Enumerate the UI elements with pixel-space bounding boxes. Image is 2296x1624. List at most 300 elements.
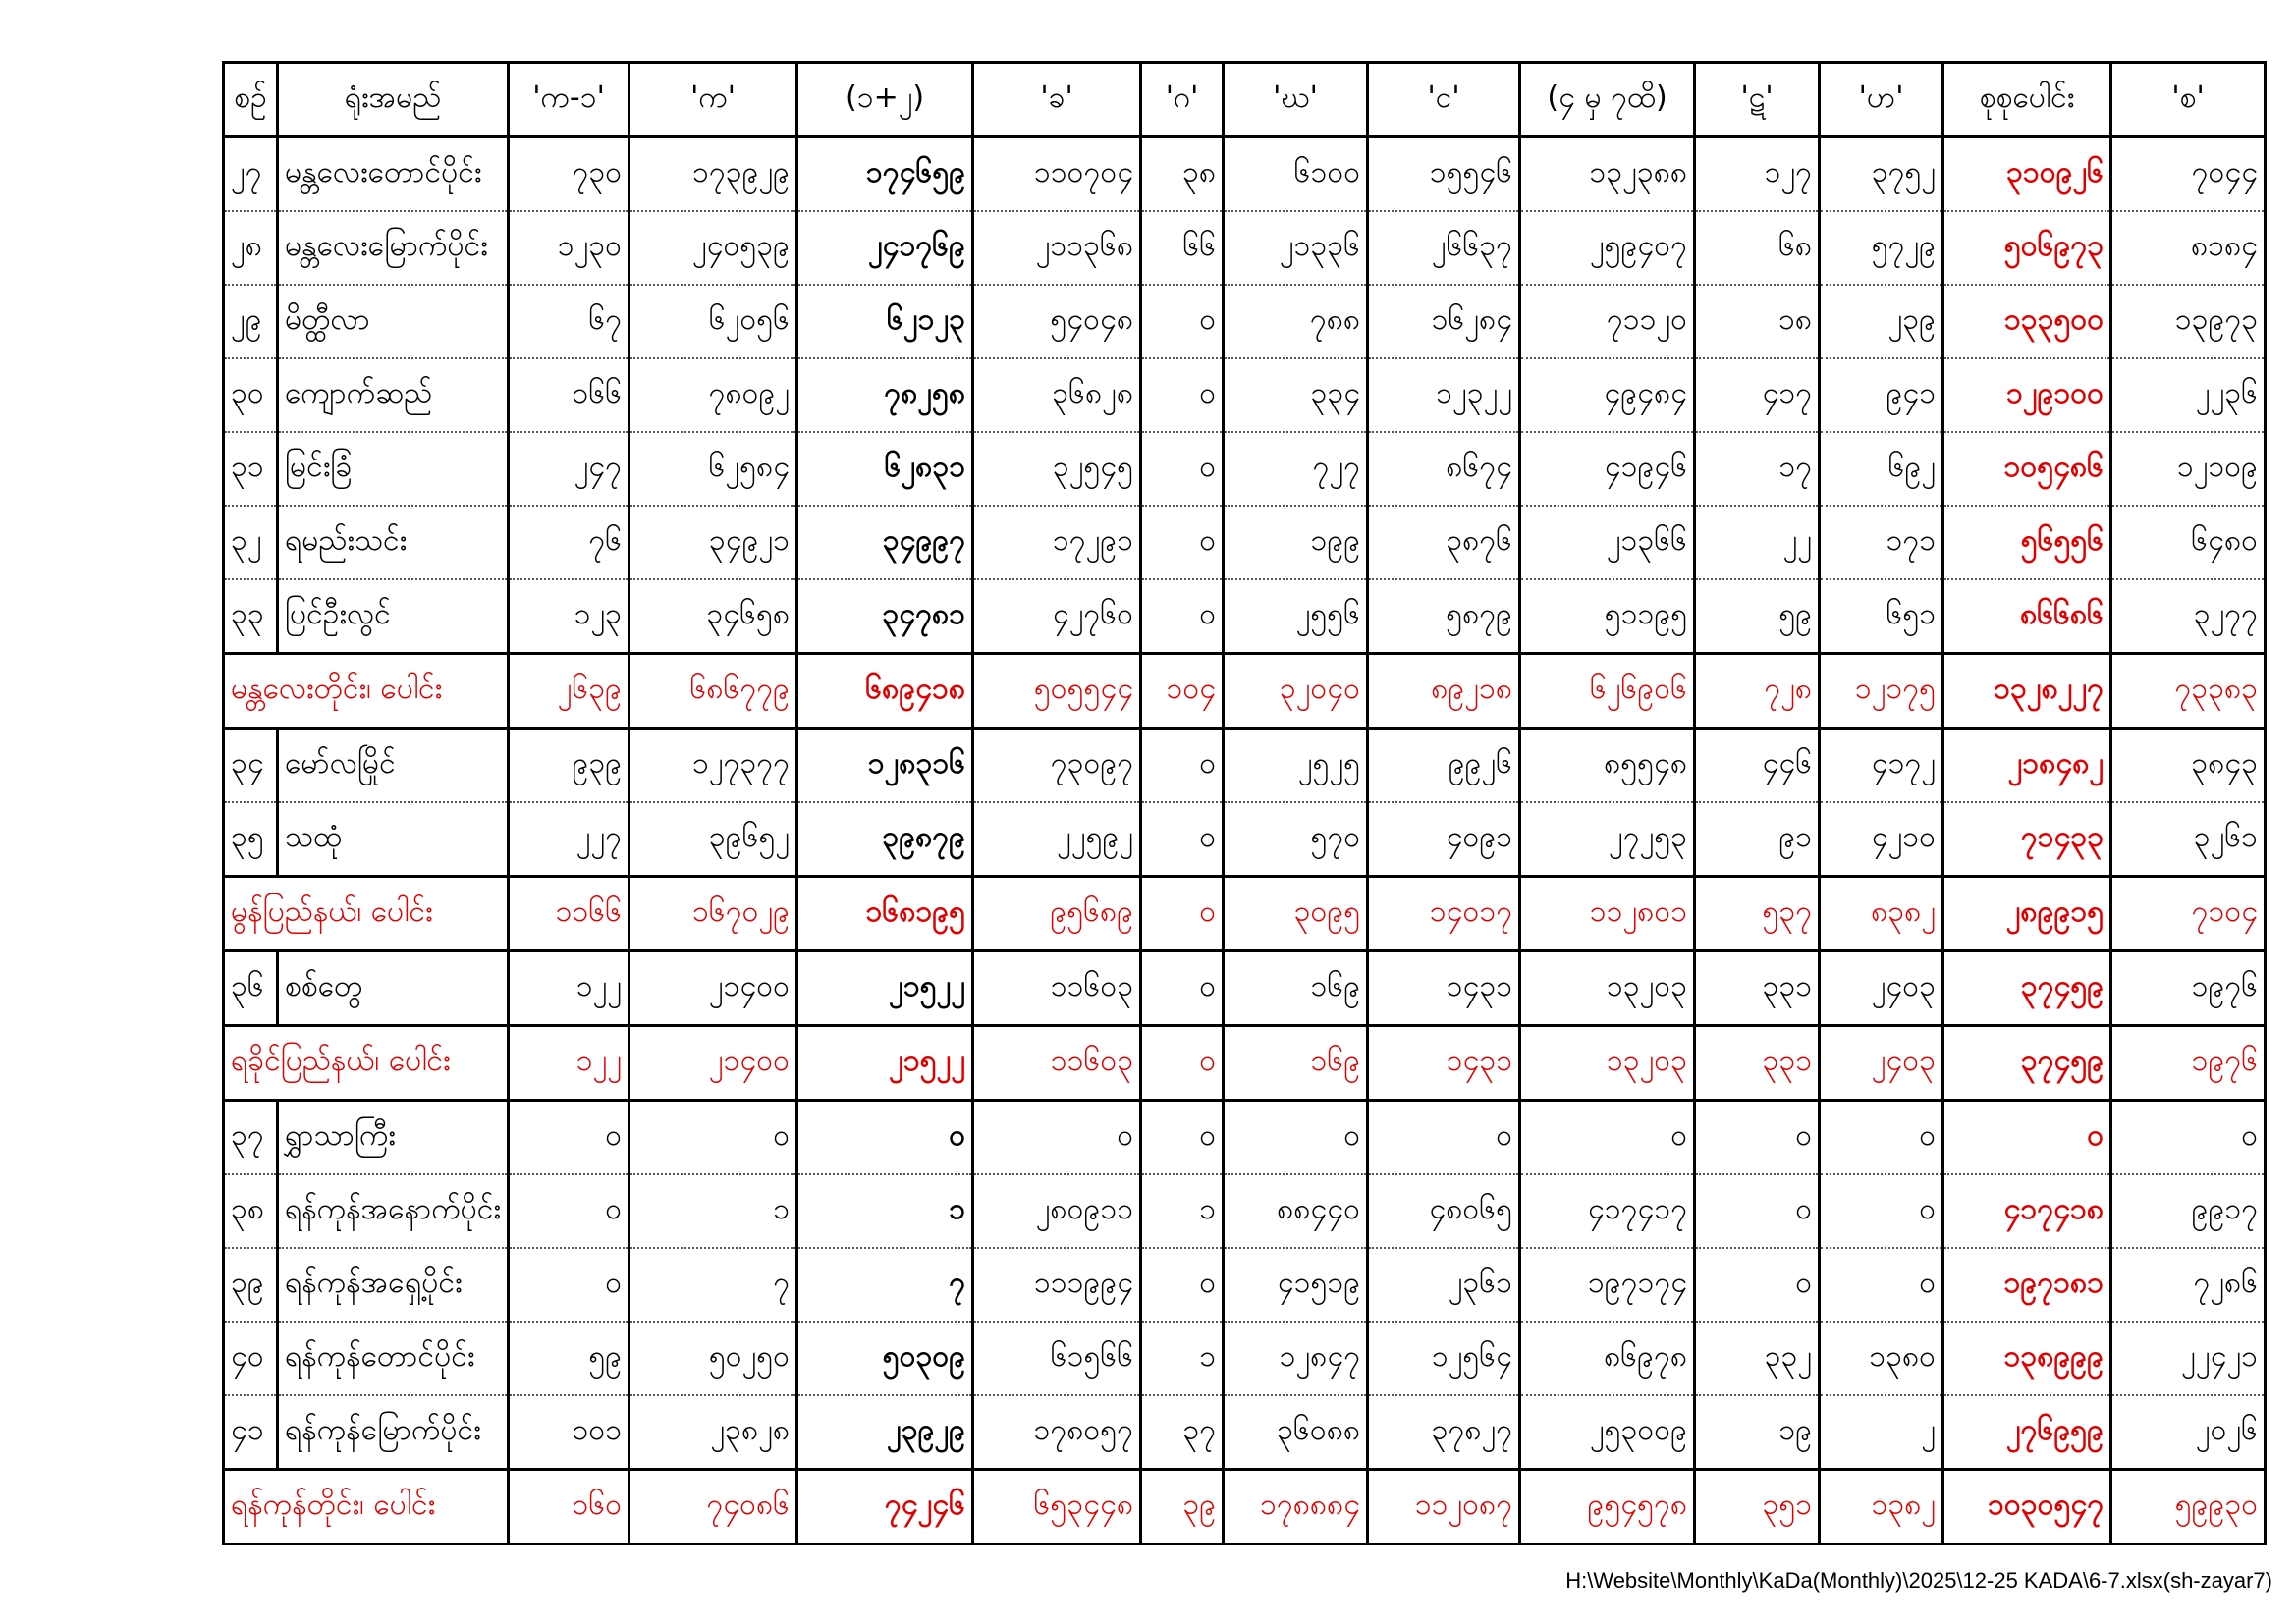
value-cell: ၆၂၀၅၆: [629, 285, 797, 358]
value-cell: ၄၈၀၆၅: [1368, 1174, 1520, 1248]
value-cell: ၇၈၀၉၂: [629, 358, 797, 432]
value-cell: ၃၃၁: [1695, 951, 1820, 1026]
value-cell: ၁၈: [1695, 285, 1820, 358]
value-cell: ၇၄၂၄၆: [797, 1470, 973, 1544]
value-cell: ၂၁၈၄၈၂: [1943, 729, 2111, 803]
value-cell: ၀: [1820, 1248, 1943, 1322]
value-cell: ၈၆၇၄: [1368, 432, 1520, 506]
row-number: ၂၇: [224, 137, 278, 212]
column-header: 'င': [1368, 63, 1520, 137]
value-cell: ၄၂၁၀: [1820, 802, 1943, 877]
value-cell: ၁၆၂၈၄: [1368, 285, 1520, 358]
value-cell: ၃၁၀၉၂၆: [1943, 137, 2111, 212]
value-cell: ၆၂၁၂၃: [797, 285, 973, 358]
value-cell: ၅၀၆၉၇၃: [1943, 211, 2111, 285]
table-body: [224, 137, 2266, 1544]
value-cell: ၆၂၈၃၁: [797, 432, 973, 506]
value-cell: ၆၅၁: [1820, 579, 1943, 654]
value-cell: ၀: [973, 1101, 1141, 1175]
value-cell: ၁၁၆၀၃: [973, 1026, 1141, 1101]
value-cell: ၁၃၈၉၉၉: [1943, 1322, 2111, 1395]
value-cell: ၁၃၈၀: [1820, 1322, 1943, 1395]
row-number: ၃၈: [224, 1174, 278, 1248]
value-cell: ၂၁၄၀၀: [629, 951, 797, 1026]
row-number: ၃၅: [224, 802, 278, 877]
table-row: [224, 432, 2266, 506]
value-cell: ၁၇၈၀၅၇: [973, 1395, 1141, 1470]
value-cell: ၁၀၃၀၅၄၇: [1943, 1470, 2111, 1544]
value-cell: ၀: [1141, 877, 1224, 951]
value-cell: ၂၄၀၅၃၉: [629, 211, 797, 285]
value-cell: ၁၁၂၈၀၁: [1520, 877, 1695, 951]
value-cell: ၀: [1141, 729, 1224, 803]
value-cell: ၂၅၉၄၀၇: [1520, 211, 1695, 285]
value-cell: ၁၉၉: [1224, 506, 1368, 579]
value-cell: ၄၁၇၄၁၈: [1943, 1174, 2111, 1248]
value-cell: ၅၀၅၅၄၄: [973, 654, 1141, 729]
value-cell: ၀: [1141, 802, 1224, 877]
value-cell: ၃၇၄၅၉: [1943, 951, 2111, 1026]
table-row: [224, 506, 2266, 579]
value-cell: ၀: [509, 1174, 629, 1248]
value-cell: ၀: [1520, 1101, 1695, 1175]
value-cell: ၅၀၃၀၉: [797, 1322, 973, 1395]
value-cell: ၁၁၆၆: [509, 877, 629, 951]
column-header: (၁+၂): [797, 63, 973, 137]
value-cell: ၇၄၀၈၆: [629, 1470, 797, 1544]
value-cell: ၀: [1368, 1101, 1520, 1175]
value-cell: ၆၈၉၄၁၈: [797, 654, 973, 729]
value-cell: ၁၂၃: [509, 579, 629, 654]
value-cell: ၇၁၄၃၃: [1943, 802, 2111, 877]
subtotal-label: မန္တလေးတိုင်း၊ ပေါင်း: [224, 654, 509, 729]
value-cell: ၃၄၉၂၁: [629, 506, 797, 579]
subtotal-row: [224, 654, 2266, 729]
office-name: ရန်ကုန်မြောက်ပိုင်း: [278, 1395, 509, 1470]
value-cell: ၀: [1820, 1174, 1943, 1248]
value-cell: ၁၉: [1695, 1395, 1820, 1470]
statistics-table: [222, 61, 2267, 1545]
value-cell: ၇: [629, 1248, 797, 1322]
column-header: စုစုပေါင်း: [1943, 63, 2111, 137]
value-cell: ၇၂၈: [1695, 654, 1820, 729]
value-cell: ၄၁၇၂: [1820, 729, 1943, 803]
value-cell: ၁၁၆၀၃: [973, 951, 1141, 1026]
value-cell: ၂၁၄၀၀: [629, 1026, 797, 1101]
table-row: [224, 1101, 2266, 1175]
value-cell: ၄၄၆: [1695, 729, 1820, 803]
value-cell: ၀: [1141, 358, 1224, 432]
value-cell: ၃၈၄၃: [2111, 729, 2266, 803]
value-cell: ၂၁၅၂၂: [797, 1026, 973, 1101]
value-cell: ၁၄၃၁: [1368, 951, 1520, 1026]
value-cell: ၈၃၈၂: [1820, 877, 1943, 951]
value-cell: ၁၉၇၁၇၄: [1520, 1248, 1695, 1322]
value-cell: ၀: [1141, 1248, 1224, 1322]
table-row: [224, 211, 2266, 285]
value-cell: ၁၆၈၁၉၅: [797, 877, 973, 951]
office-name: ရွှာသာကြီး: [278, 1101, 509, 1175]
value-cell: ၂၂၄၂၁: [2111, 1322, 2266, 1395]
value-cell: ၃၄၆၅၈: [629, 579, 797, 654]
office-name: မိတ္ထီလာ: [278, 285, 509, 358]
office-name: မန္တလေးမြောက်ပိုင်း: [278, 211, 509, 285]
row-number: ၄၁: [224, 1395, 278, 1470]
value-cell: ၃၇: [1141, 1395, 1224, 1470]
value-cell: ၅၉: [1695, 579, 1820, 654]
value-cell: ၁၆၆: [509, 358, 629, 432]
value-cell: ၁၂၈၃၁၆: [797, 729, 973, 803]
row-number: ၃၃: [224, 579, 278, 654]
value-cell: ၀: [1695, 1101, 1820, 1175]
value-cell: ၂၈၀၉၁၁: [973, 1174, 1141, 1248]
value-cell: ၉၄၁: [1820, 358, 1943, 432]
value-cell: ၃၇၈၂၇: [1368, 1395, 1520, 1470]
value-cell: ၁၃၂၈၂၂၇: [1943, 654, 2111, 729]
value-cell: ၂၀၂၆: [2111, 1395, 2266, 1470]
value-cell: ၇၃၃၈၃: [2111, 654, 2266, 729]
value-cell: ၁: [1141, 1322, 1224, 1395]
table-row: [224, 358, 2266, 432]
value-cell: ၁၂၁၀၉: [2111, 432, 2266, 506]
value-cell: ၃၆၈၂၈: [973, 358, 1141, 432]
value-cell: ၁၃၂၀၃: [1520, 1026, 1695, 1101]
value-cell: ၇၃၀: [509, 137, 629, 212]
value-cell: ၇၃၀၉၇: [973, 729, 1141, 803]
value-cell: ၁: [1141, 1174, 1224, 1248]
value-cell: ၃၄၇၈၁: [797, 579, 973, 654]
subtotal-row: [224, 1026, 2266, 1101]
value-cell: ၃၆၀၈၈: [1224, 1395, 1368, 1470]
column-header: 'ခ': [973, 63, 1141, 137]
value-cell: ၉၅၆၈၉: [973, 877, 1141, 951]
value-cell: ၅၇၀: [1224, 802, 1368, 877]
column-header: 'ဟ': [1820, 63, 1943, 137]
value-cell: ၀: [509, 1101, 629, 1175]
value-cell: ၁၆၀: [509, 1470, 629, 1544]
value-cell: ၀: [1224, 1101, 1368, 1175]
value-cell: ၁: [629, 1174, 797, 1248]
value-cell: ၆၉၂: [1820, 432, 1943, 506]
value-cell: ၁: [797, 1174, 973, 1248]
value-cell: ၄၀၉၁: [1368, 802, 1520, 877]
value-cell: ၃၂၆၁: [2111, 802, 2266, 877]
value-cell: ၈၉၂၁၈: [1368, 654, 1520, 729]
column-header: ရုံးအမည်: [278, 63, 509, 137]
value-cell: ၂၂၃၆: [2111, 358, 2266, 432]
value-cell: ၇၈၈: [1224, 285, 1368, 358]
value-cell: ၄၁၉၄၆: [1520, 432, 1695, 506]
column-header: 'ဃ': [1224, 63, 1368, 137]
value-cell: ၁၃၉၇၃: [2111, 285, 2266, 358]
table-row: [224, 579, 2266, 654]
value-cell: ၆၈: [1695, 211, 1820, 285]
table-row: [224, 1395, 2266, 1470]
value-cell: ၀: [1820, 1101, 1943, 1175]
value-cell: ၀: [1141, 579, 1224, 654]
value-cell: ၁၃၂၀၃: [1520, 951, 1695, 1026]
value-cell: ၀: [1141, 506, 1224, 579]
value-cell: ၇၈၂၅၈: [797, 358, 973, 432]
value-cell: ၆၇: [509, 285, 629, 358]
value-cell: ၉၅၄၅၇၈: [1520, 1470, 1695, 1544]
value-cell: ၀: [1141, 432, 1224, 506]
column-header: 'က': [629, 63, 797, 137]
subtotal-row: [224, 877, 2266, 951]
value-cell: ၂: [1820, 1395, 1943, 1470]
value-cell: ၀: [1141, 285, 1224, 358]
value-cell: ၂၄၀၃: [1820, 951, 1943, 1026]
office-name: စစ်တွေ: [278, 951, 509, 1026]
value-cell: ၂၄၁၇၆၉: [797, 211, 973, 285]
value-cell: ၁၇၈၈၈၄: [1224, 1470, 1368, 1544]
value-cell: ၂၇၆၉၅၉: [1943, 1395, 2111, 1470]
value-cell: ၁၂၅၆၄: [1368, 1322, 1520, 1395]
value-cell: ၃၉၆၅၂: [629, 802, 797, 877]
value-cell: ၇၂၈၆: [2111, 1248, 2266, 1322]
office-name: ပြင်ဦးလွင်: [278, 579, 509, 654]
value-cell: ၃၈၇၆: [1368, 506, 1520, 579]
value-cell: ၁၂၁၇၅: [1820, 654, 1943, 729]
value-cell: ၂၆၆၃၇: [1368, 211, 1520, 285]
value-cell: ၆၄၈၀: [2111, 506, 2266, 579]
value-cell: ၃၃၄: [1224, 358, 1368, 432]
column-header: (၄ မှ ၇ထိ): [1520, 63, 1695, 137]
value-cell: ၀: [797, 1101, 973, 1175]
value-cell: ၂၂၅၉၂: [973, 802, 1141, 877]
value-cell: ၂၆၃၉: [509, 654, 629, 729]
value-cell: ၀: [1695, 1248, 1820, 1322]
value-cell: ၁၃၃၅၀၀: [1943, 285, 2111, 358]
value-cell: ၉၉၂၆: [1368, 729, 1520, 803]
value-cell: ၃၉: [1141, 1470, 1224, 1544]
value-cell: ၃၈: [1141, 137, 1224, 212]
value-cell: ၆၅၃၄၄၈: [973, 1470, 1141, 1544]
subtotal-label: မွန်ပြည်နယ်၊ ပေါင်း: [224, 877, 509, 951]
row-number: ၃၁: [224, 432, 278, 506]
value-cell: ၁၂၂: [509, 1026, 629, 1101]
value-cell: ၆၆: [1141, 211, 1224, 285]
value-cell: ၇၁၀၄: [2111, 877, 2266, 951]
value-cell: ၂၄၀၃: [1820, 1026, 1943, 1101]
value-cell: ၇၀၄၄: [2111, 137, 2266, 212]
value-cell: ၉၁: [1695, 802, 1820, 877]
row-number: ၃၉: [224, 1248, 278, 1322]
value-cell: ၂၅၂၅: [1224, 729, 1368, 803]
value-cell: ၁၉၇၆: [2111, 1026, 2266, 1101]
office-name: ရန်ကုန်တောင်ပိုင်း: [278, 1322, 509, 1395]
value-cell: ၁၂၇: [1695, 137, 1820, 212]
value-cell: ၁၁၁၉၉၄: [973, 1248, 1141, 1322]
office-name: ကျောက်ဆည်: [278, 358, 509, 432]
value-cell: ၀: [629, 1101, 797, 1175]
value-cell: ၂၃၉: [1820, 285, 1943, 358]
office-name: ရန်ကုန်အရှေ့ပိုင်း: [278, 1248, 509, 1322]
value-cell: ၃၇၄၅၉: [1943, 1026, 2111, 1101]
value-cell: ၁၀၄: [1141, 654, 1224, 729]
value-cell: ၂၂: [1695, 506, 1820, 579]
value-cell: ၁၇၃၉၂၉: [629, 137, 797, 212]
value-cell: ၁၃၈၂: [1820, 1470, 1943, 1544]
subtotal-row: [224, 1470, 2266, 1544]
value-cell: ၁၇၂၉၁: [973, 506, 1141, 579]
value-cell: ၂၈၉၉၁၅: [1943, 877, 2111, 951]
value-cell: ၄၁၅၁၉: [1224, 1248, 1368, 1322]
value-cell: ၈၈၄၄၀: [1224, 1174, 1368, 1248]
value-cell: ၃၀၉၅: [1224, 877, 1368, 951]
value-cell: ၁၂၂: [509, 951, 629, 1026]
value-cell: ၃၃၁: [1695, 1026, 1820, 1101]
value-cell: ၅၀၂၅၀: [629, 1322, 797, 1395]
value-cell: ၅၉၉၃၀: [2111, 1470, 2266, 1544]
value-cell: ၃၅၁: [1695, 1470, 1820, 1544]
value-cell: ၀: [509, 1248, 629, 1322]
value-cell: ၁၁၀၇၀၄: [973, 137, 1141, 212]
value-cell: ၃၂၇၇: [2111, 579, 2266, 654]
value-cell: ၁၆၉: [1224, 951, 1368, 1026]
value-cell: ၆၂၆၉၀၆: [1520, 654, 1695, 729]
table-row: [224, 1322, 2266, 1395]
office-name: ရမည်းသင်း: [278, 506, 509, 579]
value-cell: ၆၁၀၀: [1224, 137, 1368, 212]
value-cell: ၁၂၇၃၇၇: [629, 729, 797, 803]
column-header: 'က-၁': [509, 63, 629, 137]
value-cell: ၂၁၃၃၆: [1224, 211, 1368, 285]
value-cell: ၅၄၀၄၈: [973, 285, 1141, 358]
value-cell: ၁၉၇၆: [2111, 951, 2266, 1026]
row-number: ၂၉: [224, 285, 278, 358]
column-header: 'စ': [2111, 63, 2266, 137]
value-cell: ၈၁၈၄: [2111, 211, 2266, 285]
value-cell: ၁၂၈၄၇: [1224, 1322, 1368, 1395]
value-cell: ၂၃၆၁: [1368, 1248, 1520, 1322]
office-name: သထုံ: [278, 802, 509, 877]
value-cell: ၂၁၃၆၆: [1520, 506, 1695, 579]
value-cell: ၀: [1943, 1101, 2111, 1175]
value-cell: ၇: [797, 1248, 973, 1322]
value-cell: ၀: [1695, 1174, 1820, 1248]
table-row: [224, 1174, 2266, 1248]
value-cell: ၅၈၇၉: [1368, 579, 1520, 654]
value-cell: ၁၂၃၀: [509, 211, 629, 285]
value-cell: ၁၇၄၆၅၉: [797, 137, 973, 212]
value-cell: ၁၅၅၄၆: [1368, 137, 1520, 212]
table-row: [224, 285, 2266, 358]
value-cell: ၃၇၅၂: [1820, 137, 1943, 212]
value-cell: ၇၂၇: [1224, 432, 1368, 506]
row-number: ၂၈: [224, 211, 278, 285]
value-cell: ၂၄၇: [509, 432, 629, 506]
office-name: ရန်ကုန်အနောက်ပိုင်း: [278, 1174, 509, 1248]
table-row: [224, 951, 2266, 1026]
column-header: 'ဋ': [1695, 63, 1820, 137]
value-cell: ၃၂၀၄၀: [1224, 654, 1368, 729]
row-number: ၃၂: [224, 506, 278, 579]
row-number: ၃၄: [224, 729, 278, 803]
header-row: [224, 63, 2266, 137]
value-cell: ၀: [2111, 1101, 2266, 1175]
value-cell: ၂၅၅၆: [1224, 579, 1368, 654]
value-cell: ၀: [1141, 951, 1224, 1026]
table-row: [224, 137, 2266, 212]
value-cell: ၁၇: [1695, 432, 1820, 506]
column-header: 'ဂ': [1141, 63, 1224, 137]
file-path-footer: H:\Website\Monthly\KaDa(Monthly)\2025\12-25 KADA\6-7.xlsx(sh-zayar7): [1565, 1568, 2272, 1593]
value-cell: ၀: [1141, 1101, 1224, 1175]
value-cell: ၂၅၃၀၀၉: [1520, 1395, 1695, 1470]
value-cell: ၁၆၉: [1224, 1026, 1368, 1101]
value-cell: ၁၀၅၄၈၆: [1943, 432, 2111, 506]
value-cell: ၂၃၉၂၉: [797, 1395, 973, 1470]
value-cell: ၁၇၁: [1820, 506, 1943, 579]
row-number: ၃၇: [224, 1101, 278, 1175]
value-cell: ၆၈၆၇၇၉: [629, 654, 797, 729]
value-cell: ၄၁၇၄၁၇: [1520, 1174, 1695, 1248]
data-table-container: [222, 61, 2267, 1545]
value-cell: ၇၆: [509, 506, 629, 579]
value-cell: ၂၁၁၃၆၈: [973, 211, 1141, 285]
value-cell: ၆၂၅၈၄: [629, 432, 797, 506]
value-cell: ၁၂၃၂၂: [1368, 358, 1520, 432]
table-row: [224, 1248, 2266, 1322]
value-cell: ၃၂၅၄၅: [973, 432, 1141, 506]
value-cell: ၁၃၂၃၈၈: [1520, 137, 1695, 212]
value-cell: ၂၃၈၂၈: [629, 1395, 797, 1470]
value-cell: ၆၁၅၆၆: [973, 1322, 1141, 1395]
value-cell: ၈၅၅၄၈: [1520, 729, 1695, 803]
column-header: စဉ်: [224, 63, 278, 137]
office-name: မော်လမြိုင်: [278, 729, 509, 803]
value-cell: ၁၉၇၁၈၁: [1943, 1248, 2111, 1322]
value-cell: ၈၆၆၈၆: [1943, 579, 2111, 654]
table-row: [224, 802, 2266, 877]
value-cell: ၂၇၂၅၃: [1520, 802, 1695, 877]
value-cell: ၉၉၁၇: [2111, 1174, 2266, 1248]
row-number: ၃၀: [224, 358, 278, 432]
value-cell: ၁၄၀၁၇: [1368, 877, 1520, 951]
value-cell: ၃၃၂: [1695, 1322, 1820, 1395]
office-name: မန္တလေးတောင်ပိုင်း: [278, 137, 509, 212]
value-cell: ၀: [1141, 1026, 1224, 1101]
table-row: [224, 729, 2266, 803]
value-cell: ၅၁၁၉၅: [1520, 579, 1695, 654]
value-cell: ၄၂၇၆၀: [973, 579, 1141, 654]
subtotal-label: ရခိုင်ပြည်နယ်၊ ပေါင်း: [224, 1026, 509, 1101]
value-cell: ၉၃၉: [509, 729, 629, 803]
value-cell: ၄၁၇: [1695, 358, 1820, 432]
value-cell: ၁၁၂၀၈၇: [1368, 1470, 1520, 1544]
value-cell: ၃၉၈၇၉: [797, 802, 973, 877]
value-cell: ၁၆၇၀၂၉: [629, 877, 797, 951]
value-cell: ၅၃၇: [1695, 877, 1820, 951]
value-cell: ၂၁၅၂၂: [797, 951, 973, 1026]
value-cell: ၅၆၅၅၆: [1943, 506, 2111, 579]
value-cell: ၄၉၄၈၄: [1520, 358, 1695, 432]
row-number: ၃၆: [224, 951, 278, 1026]
value-cell: ၁၀၁: [509, 1395, 629, 1470]
value-cell: ၁၄၃၁: [1368, 1026, 1520, 1101]
office-name: မြင်းခြံ: [278, 432, 509, 506]
value-cell: ၅၉: [509, 1322, 629, 1395]
value-cell: ၅၇၂၉: [1820, 211, 1943, 285]
value-cell: ၈၆၉၇၈: [1520, 1322, 1695, 1395]
value-cell: ၇၁၁၂၀: [1520, 285, 1695, 358]
value-cell: ၁၂၉၁၀၀: [1943, 358, 2111, 432]
subtotal-label: ရန်ကုန်တိုင်း၊ ပေါင်း: [224, 1470, 509, 1544]
value-cell: ၃၄၉၉၇: [797, 506, 973, 579]
row-number: ၄၀: [224, 1322, 278, 1395]
value-cell: ၂၂၇: [509, 802, 629, 877]
